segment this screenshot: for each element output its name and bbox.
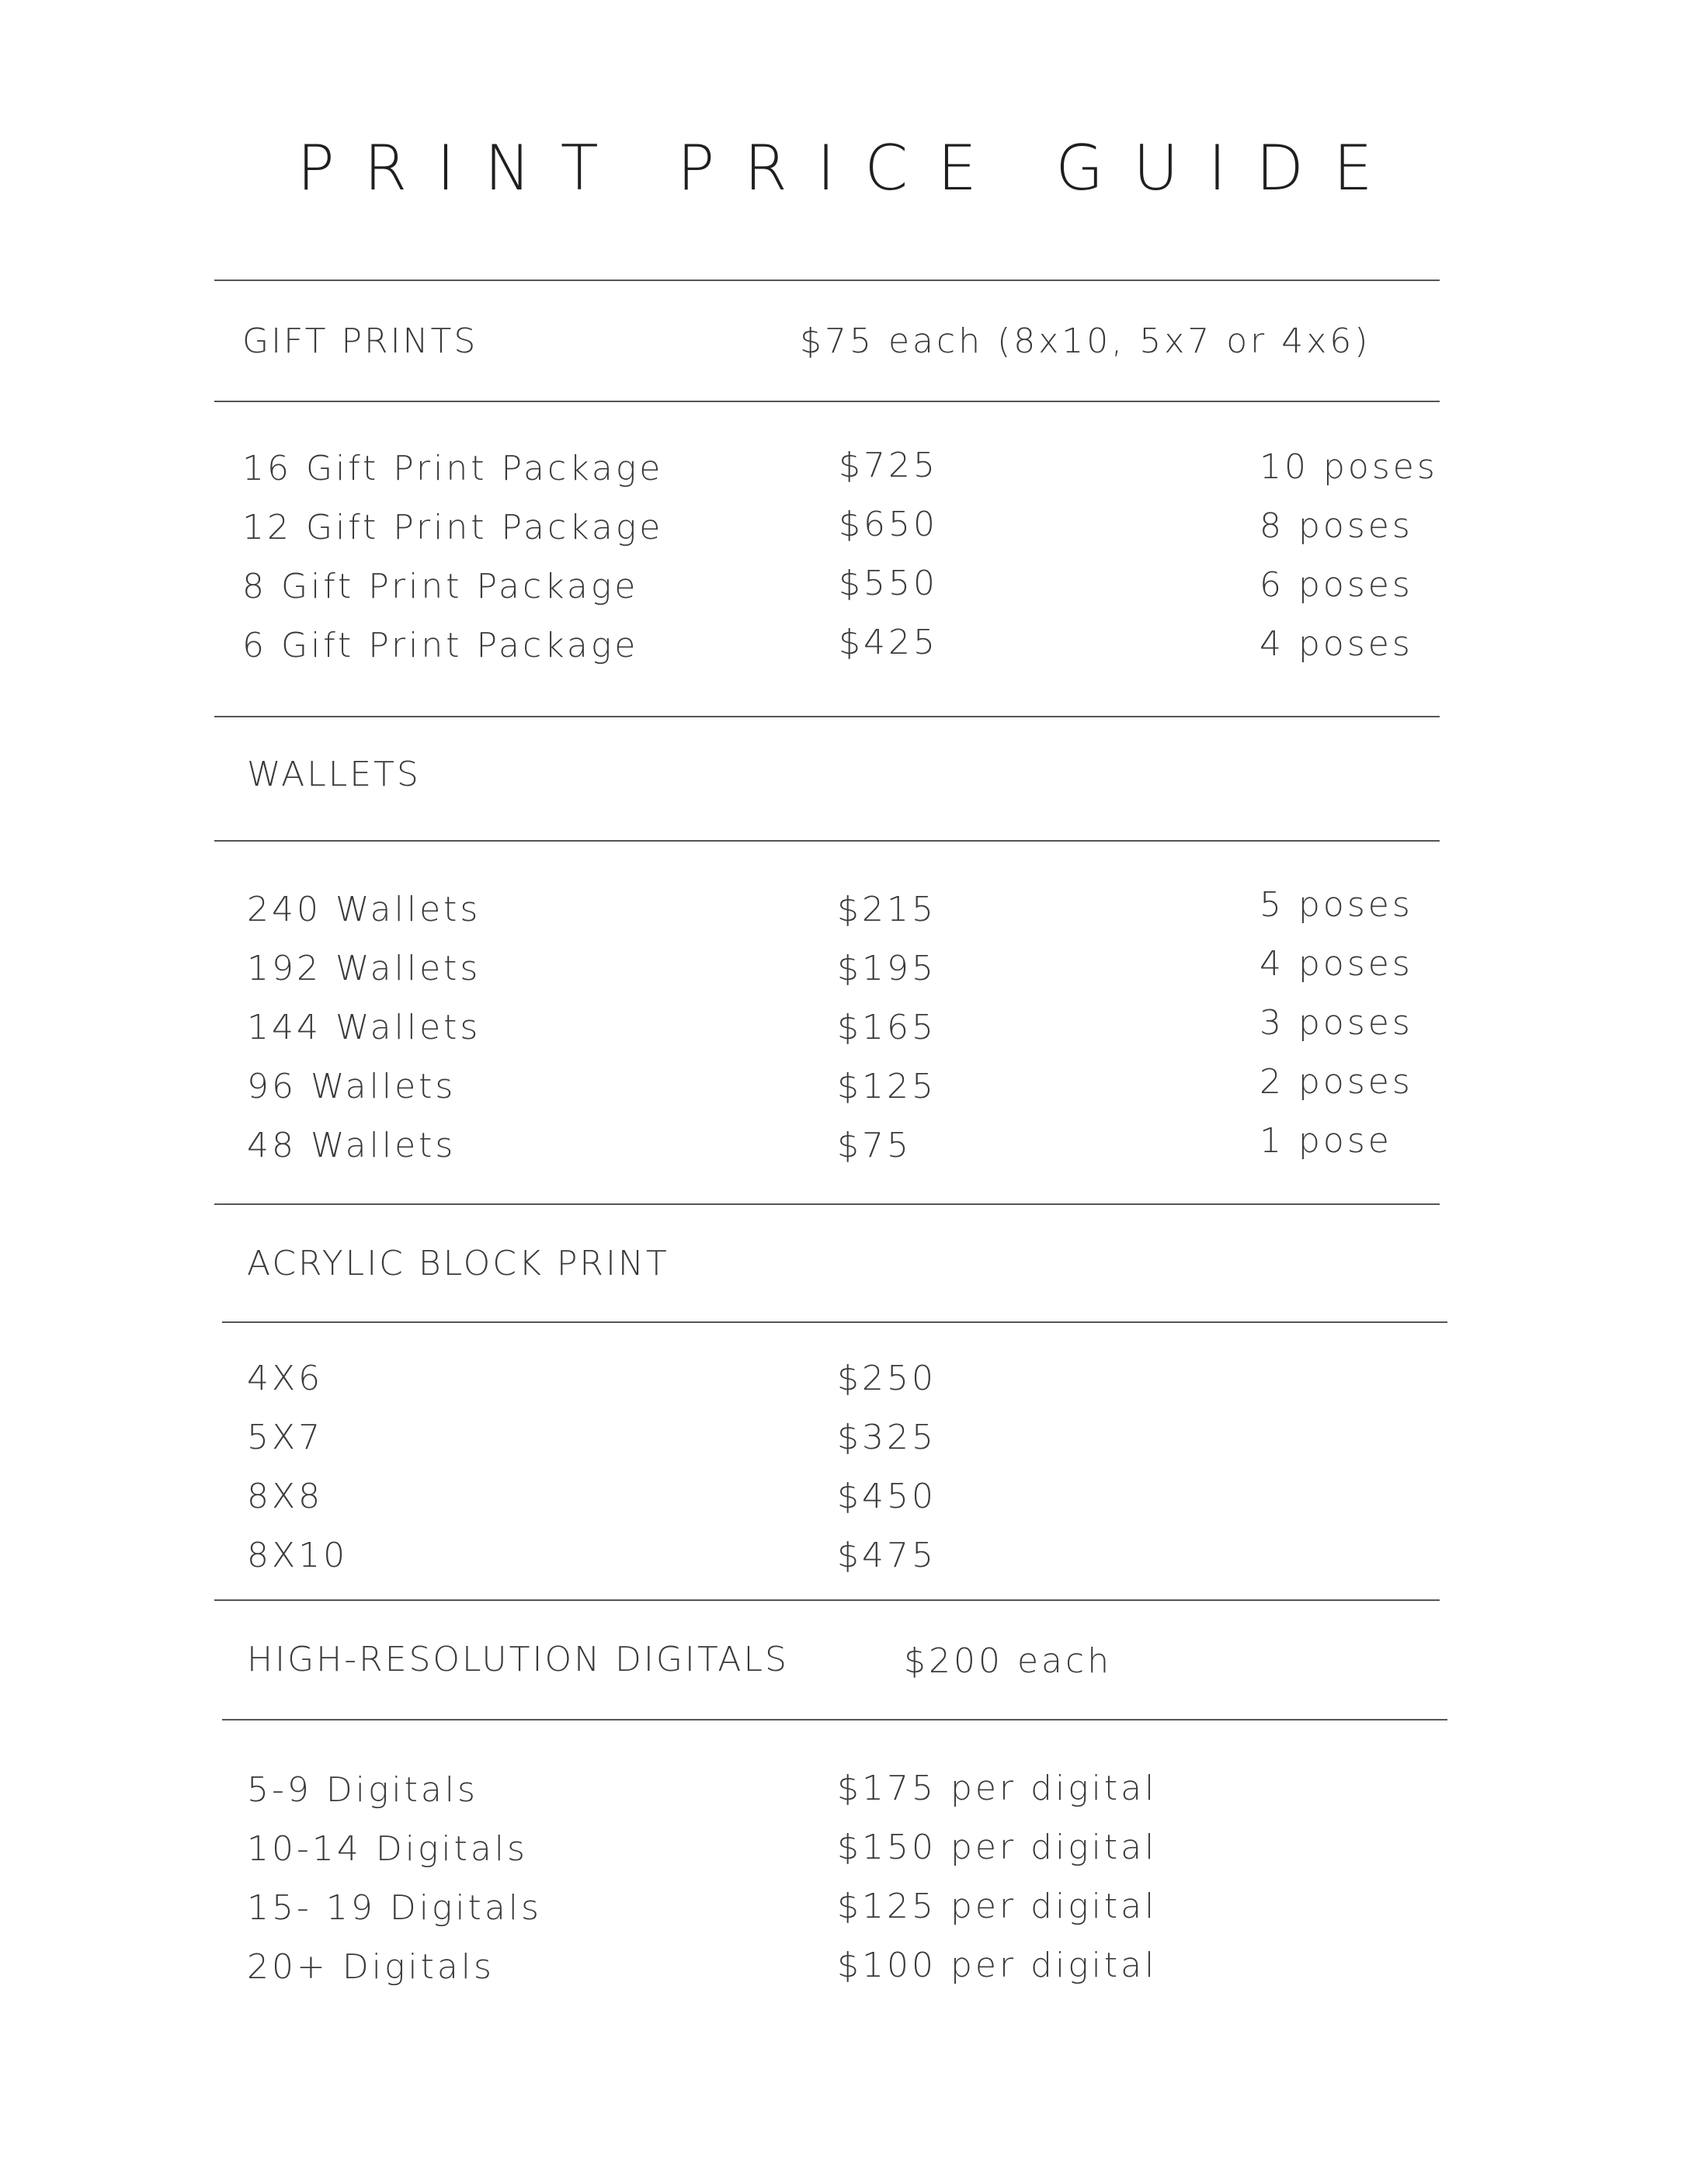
wallet-quantity: 240 Wallets [247, 890, 481, 929]
section-heading-acrylic: ACRYLIC BLOCK PRINT [247, 1244, 669, 1283]
package-price: $425 [839, 623, 938, 662]
package-name: 8 Gift Print Package [242, 567, 639, 606]
digitals-price: $100 per digital [837, 1946, 1158, 1985]
divider [214, 1203, 1440, 1205]
digitals-tier: 20+ Digitals [247, 1947, 495, 1987]
wallet-poses: 4 poses [1259, 944, 1413, 984]
wallet-quantity: 96 Wallets [247, 1067, 457, 1106]
wallet-price: $165 [837, 1008, 936, 1047]
divider [214, 401, 1440, 402]
section-heading-gift-prints: GIFT PRINTS [242, 321, 478, 361]
package-poses: 10 poses [1259, 447, 1438, 487]
page-title: PRINT PRICE GUIDE [297, 132, 1402, 204]
wallet-quantity: 48 Wallets [247, 1126, 457, 1165]
package-price: $550 [839, 564, 938, 603]
wallet-price: $195 [837, 949, 936, 988]
wallet-poses: 3 poses [1259, 1003, 1413, 1043]
wallet-quantity: 144 Wallets [247, 1008, 481, 1047]
divider [214, 840, 1440, 842]
package-price: $650 [839, 505, 938, 544]
wallet-poses: 2 poses [1259, 1062, 1413, 1102]
divider [214, 1599, 1440, 1601]
digitals-tier: 5-9 Digitals [247, 1770, 478, 1810]
section-heading-wallets: WALLETS [247, 755, 421, 794]
digitals-price: $125 per digital [837, 1887, 1158, 1926]
acrylic-size: 5X7 [247, 1418, 324, 1457]
package-name: 12 Gift Print Package [242, 508, 664, 547]
acrylic-size: 4X6 [247, 1359, 324, 1398]
divider [222, 1719, 1447, 1720]
wallet-quantity: 192 Wallets [247, 949, 481, 988]
section-heading-digitals: HIGH-RESOLUTION DIGITALS [247, 1640, 789, 1679]
digitals-price-note: $200 each [904, 1641, 1113, 1681]
wallet-price: $125 [837, 1067, 936, 1106]
digitals-price: $150 per digital [837, 1828, 1158, 1867]
wallet-price: $215 [837, 890, 936, 929]
package-poses: 8 poses [1259, 506, 1413, 546]
package-name: 16 Gift Print Package [242, 449, 664, 488]
wallet-price: $75 [837, 1126, 912, 1165]
package-poses: 6 poses [1259, 565, 1413, 605]
acrylic-price: $450 [837, 1477, 936, 1516]
acrylic-size: 8X10 [247, 1536, 349, 1575]
gift-prints-price-note: $75 each (8x10, 5x7 or 4x6) [800, 321, 1371, 361]
divider [214, 716, 1440, 717]
package-name: 6 Gift Print Package [242, 626, 639, 665]
acrylic-price: $325 [837, 1418, 936, 1457]
digitals-tier: 15- 19 Digitals [247, 1888, 542, 1928]
wallet-poses: 5 poses [1259, 885, 1413, 925]
acrylic-price: $250 [837, 1359, 936, 1398]
divider [214, 280, 1440, 281]
digitals-price: $175 per digital [837, 1769, 1158, 1808]
divider [222, 1321, 1447, 1323]
acrylic-price: $475 [837, 1536, 936, 1575]
acrylic-size: 8X8 [247, 1477, 324, 1516]
digitals-tier: 10-14 Digitals [247, 1829, 528, 1869]
package-price: $725 [839, 446, 938, 485]
wallet-poses: 1 pose [1259, 1121, 1392, 1161]
package-poses: 4 poses [1259, 624, 1413, 664]
